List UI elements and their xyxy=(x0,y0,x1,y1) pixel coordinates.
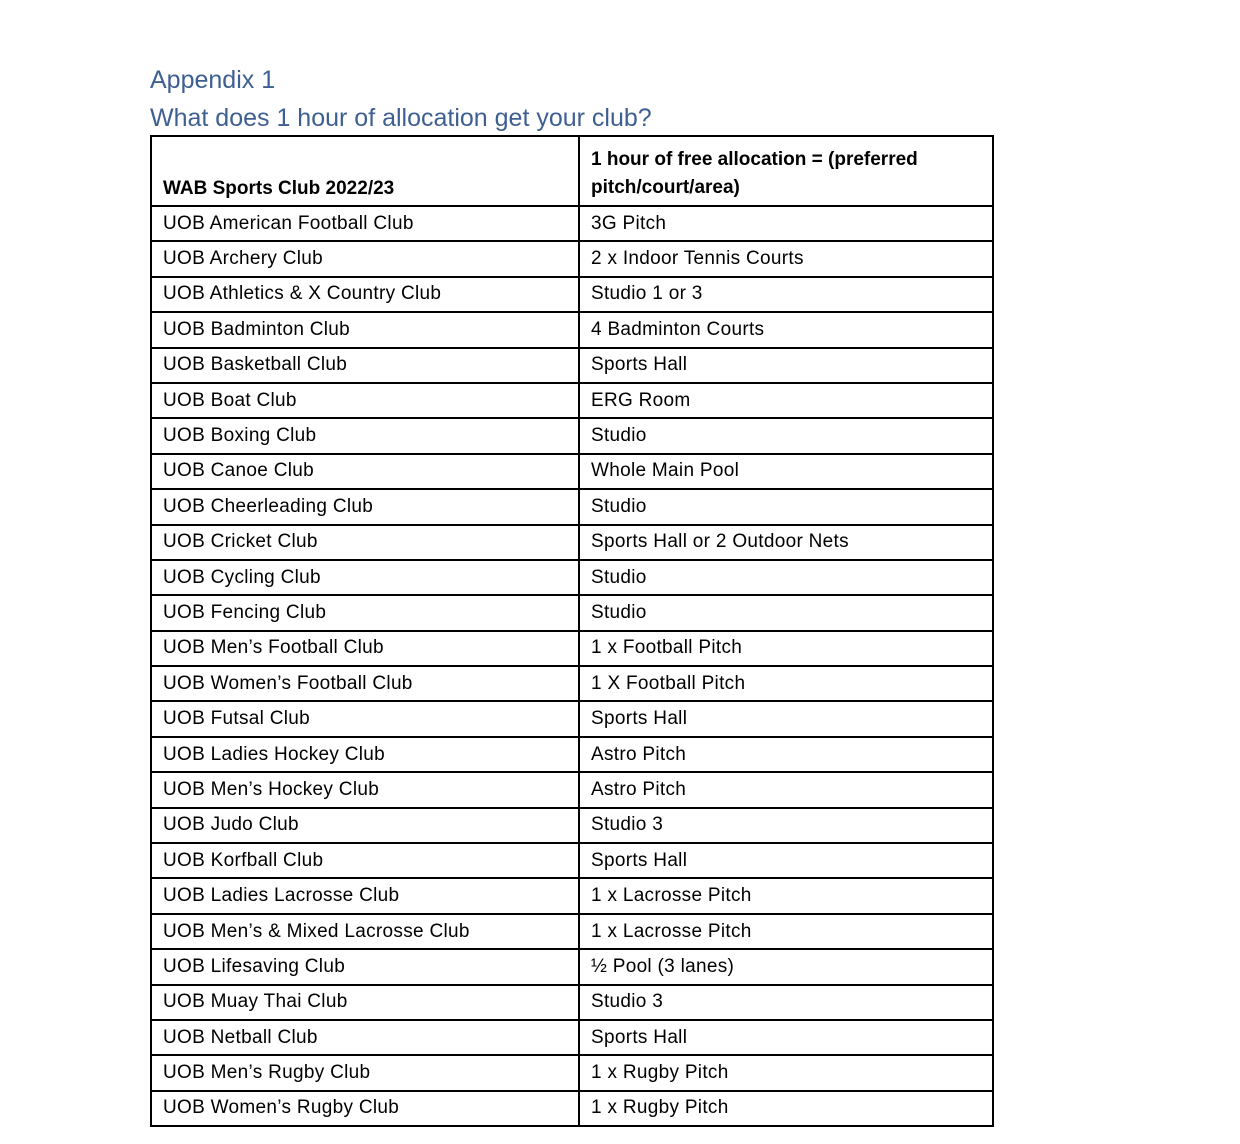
allocation-cell: Sports Hall xyxy=(579,1020,993,1055)
allocation-cell: Astro Pitch xyxy=(579,737,993,772)
club-name-cell: UOB Fencing Club xyxy=(151,595,579,630)
table-row xyxy=(151,808,993,843)
club-name-cell: UOB Men’s Football Club xyxy=(151,631,579,666)
allocation-cell: Studio 1 or 3 xyxy=(579,277,993,312)
club-name-cell: UOB Women’s Rugby Club xyxy=(151,1091,579,1126)
club-name-cell: UOB Men’s Hockey Club xyxy=(151,772,579,807)
allocation-cell: Sports Hall or 2 Outdoor Nets xyxy=(579,525,993,560)
allocation-cell: Studio xyxy=(579,595,993,630)
table-row xyxy=(151,454,993,489)
allocation-cell: 1 x Rugby Pitch xyxy=(579,1055,993,1090)
allocation-cell: 2 x Indoor Tennis Courts xyxy=(579,241,993,276)
allocation-cell: 1 x Lacrosse Pitch xyxy=(579,878,993,913)
table-row xyxy=(151,1055,993,1090)
allocation-cell: Astro Pitch xyxy=(579,772,993,807)
club-name-cell: UOB Korfball Club xyxy=(151,843,579,878)
allocation-cell: 3G Pitch xyxy=(579,206,993,241)
table-row xyxy=(151,277,993,312)
club-name-cell: UOB Athletics & X Country Club xyxy=(151,277,579,312)
club-name-cell: UOB Women’s Football Club xyxy=(151,666,579,701)
club-name-cell: UOB Men’s & Mixed Lacrosse Club xyxy=(151,914,579,949)
allocation-cell: Sports Hall xyxy=(579,701,993,736)
table-row xyxy=(151,241,993,276)
club-name-cell: UOB Netball Club xyxy=(151,1020,579,1055)
table-row xyxy=(151,772,993,807)
allocation-cell: 1 X Football Pitch xyxy=(579,666,993,701)
table-row xyxy=(151,525,993,560)
allocation-cell: 4 Badminton Courts xyxy=(579,312,993,347)
header-row xyxy=(151,136,993,206)
allocation-cell: ERG Room xyxy=(579,383,993,418)
allocation-cell: Whole Main Pool xyxy=(579,454,993,489)
allocation-cell: 1 x Football Pitch xyxy=(579,631,993,666)
table-row xyxy=(151,383,993,418)
table-row xyxy=(151,1091,993,1126)
club-name-cell: UOB Futsal Club xyxy=(151,701,579,736)
club-name-cell: UOB Cycling Club xyxy=(151,560,579,595)
club-name-cell: UOB Men’s Rugby Club xyxy=(151,1055,579,1090)
table-row xyxy=(151,701,993,736)
club-name-cell: UOB Canoe Club xyxy=(151,454,579,489)
allocation-cell: 1 x Rugby Pitch xyxy=(579,1091,993,1126)
club-name-cell: UOB Muay Thai Club xyxy=(151,985,579,1020)
club-name-cell: UOB Lifesaving Club xyxy=(151,949,579,984)
club-name-cell: UOB Boxing Club xyxy=(151,418,579,453)
table-row xyxy=(151,985,993,1020)
table-row xyxy=(151,348,993,383)
allocation-cell: Studio xyxy=(579,489,993,524)
table-row xyxy=(151,206,993,241)
club-name-cell: UOB Ladies Lacrosse Club xyxy=(151,878,579,913)
club-name-cell: UOB Archery Club xyxy=(151,241,579,276)
club-name-cell: UOB American Football Club xyxy=(151,206,579,241)
allocation-cell: Studio 3 xyxy=(579,985,993,1020)
allocation-cell: ½ Pool (3 lanes) xyxy=(579,949,993,984)
table-row xyxy=(151,914,993,949)
allocation-cell: Sports Hall xyxy=(579,348,993,383)
table-row xyxy=(151,312,993,347)
appendix-heading: Appendix 1 xyxy=(150,66,276,94)
table-row xyxy=(151,560,993,595)
club-name-cell: UOB Ladies Hockey Club xyxy=(151,737,579,772)
table-row xyxy=(151,631,993,666)
column-header-allocation: 1 hour of free allocation = (preferred pitch/court/area) xyxy=(579,136,993,206)
table-row xyxy=(151,737,993,772)
table-row xyxy=(151,878,993,913)
allocation-cell: Sports Hall xyxy=(579,843,993,878)
table-row xyxy=(151,489,993,524)
table-row xyxy=(151,418,993,453)
allocation-table xyxy=(150,135,994,1127)
column-header-club: WAB Sports Club 2022/23 xyxy=(151,136,579,206)
club-name-cell: UOB Cricket Club xyxy=(151,525,579,560)
allocation-cell: 1 x Lacrosse Pitch xyxy=(579,914,993,949)
club-name-cell: UOB Badminton Club xyxy=(151,312,579,347)
allocation-table-body xyxy=(151,206,993,1126)
table-row xyxy=(151,1020,993,1055)
allocation-question-heading: What does 1 hour of allocation get your club? xyxy=(150,104,652,132)
table-row xyxy=(151,843,993,878)
club-name-cell: UOB Judo Club xyxy=(151,808,579,843)
club-name-cell: UOB Cheerleading Club xyxy=(151,489,579,524)
club-name-cell: UOB Boat Club xyxy=(151,383,579,418)
table-row xyxy=(151,666,993,701)
allocation-table-header xyxy=(151,136,993,206)
table-row xyxy=(151,595,993,630)
allocation-cell: Studio xyxy=(579,418,993,453)
allocation-cell: Studio 3 xyxy=(579,808,993,843)
club-name-cell: UOB Basketball Club xyxy=(151,348,579,383)
allocation-cell: Studio xyxy=(579,560,993,595)
table-row xyxy=(151,949,993,984)
